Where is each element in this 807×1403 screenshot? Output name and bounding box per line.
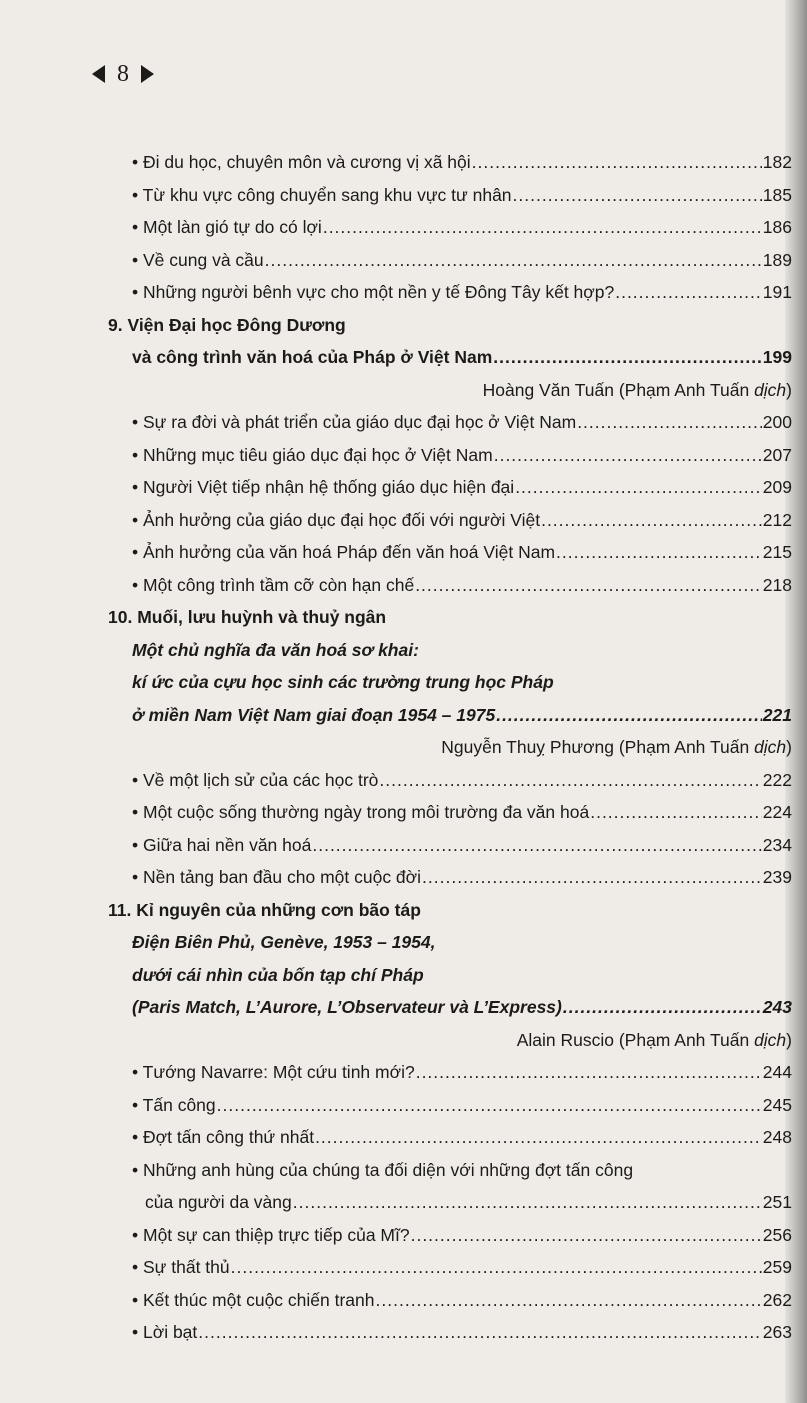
entry-page-number: 224 bbox=[762, 802, 792, 822]
toc-section-entry bbox=[108, 536, 792, 569]
toc-chapter-heading bbox=[108, 309, 792, 342]
entry-title: • Nền tảng ban đầu cho một cuộc đời bbox=[132, 867, 422, 887]
author-name: Alain Ruscio (Phạm Anh Tuấn bbox=[516, 1029, 755, 1050]
entry-page-number: 218 bbox=[762, 574, 792, 595]
entry-title: • Một làn gió tự do có lợi bbox=[132, 217, 322, 237]
toc-section-entry bbox=[108, 244, 792, 277]
entry-page-number: 234 bbox=[762, 834, 792, 855]
dot-leader bbox=[515, 471, 762, 504]
author-name: Hoàng Văn Tuấn (Phạm Anh Tuấn bbox=[482, 379, 755, 400]
entry-page-number: 244 bbox=[762, 1062, 792, 1082]
entry-page-number: 207 bbox=[762, 444, 792, 465]
toc-section-entry bbox=[108, 1121, 792, 1154]
dot-leader bbox=[472, 146, 762, 179]
triangle-left-icon bbox=[92, 65, 105, 83]
entry-page-number: 186 bbox=[762, 217, 792, 237]
entry-title: và công trình văn hoá của Pháp ở Việt Nam bbox=[132, 347, 493, 367]
author-name: Nguyễn Thuỵ Phương (Phạm Anh Tuấn bbox=[441, 737, 755, 757]
entry-title: • Đợt tấn công thứ nhất bbox=[132, 1127, 315, 1147]
dot-leader bbox=[513, 179, 762, 212]
entry-page-number: 215 bbox=[762, 542, 792, 562]
toc-section-entry bbox=[108, 276, 792, 309]
dot-leader bbox=[217, 1089, 762, 1122]
translator-role: dịch bbox=[754, 379, 787, 400]
toc-chapter-subtitle bbox=[108, 666, 792, 699]
entry-title: • Những người bênh vực cho một nền y tế Đông Tây kết hợp? bbox=[132, 282, 615, 302]
toc-chapter-subtitle bbox=[108, 699, 792, 732]
entry-title: • Từ khu vực công chuyển sang khu vực tư nhân bbox=[132, 184, 512, 205]
dot-leader bbox=[312, 829, 761, 862]
entry-title: • Lời bạt bbox=[132, 1322, 198, 1342]
entry-page-number: 256 bbox=[762, 1224, 792, 1245]
entry-page-number: 209 bbox=[762, 477, 792, 497]
entry-page-number: 199 bbox=[762, 347, 792, 367]
dot-leader bbox=[556, 536, 762, 569]
entry-title: • Những anh hùng của chúng ta đối diện với những đợt tấn công bbox=[132, 1159, 634, 1180]
entry-title: • Tấn công bbox=[132, 1094, 216, 1115]
dot-leader bbox=[577, 406, 762, 439]
toc-section-entry bbox=[108, 146, 792, 179]
dot-leader bbox=[494, 439, 762, 472]
entry-title: • Những mục tiêu giáo dục đại học ở Việt Nam bbox=[132, 444, 493, 465]
dot-leader bbox=[379, 764, 761, 797]
toc-section-entry bbox=[108, 1219, 792, 1252]
entry-title: của người da vàng bbox=[145, 1192, 292, 1212]
toc-section-entry bbox=[108, 211, 792, 244]
toc-chapter-subtitle bbox=[108, 634, 792, 667]
dot-leader bbox=[293, 1186, 762, 1219]
entry-title: Điện Biên Phủ, Genève, 1953 – 1954, bbox=[132, 932, 436, 952]
dot-leader bbox=[493, 341, 762, 374]
entry-page-number: 189 bbox=[762, 249, 792, 270]
toc-chapter-heading bbox=[108, 341, 792, 374]
toc-section-entry bbox=[108, 439, 792, 472]
toc-section-entry bbox=[108, 406, 792, 439]
toc-section-entry bbox=[108, 861, 792, 894]
dot-leader bbox=[541, 504, 762, 537]
toc-section-entry bbox=[108, 569, 792, 602]
entry-title: • Tướng Navarre: Một cứu tinh mới? bbox=[132, 1062, 415, 1082]
entry-page-number: 259 bbox=[762, 1257, 792, 1277]
entry-page-number: 200 bbox=[762, 412, 792, 432]
table-of-contents bbox=[108, 146, 792, 1349]
toc-section-entry bbox=[108, 471, 792, 504]
dot-leader bbox=[422, 861, 762, 894]
dot-leader bbox=[496, 699, 762, 732]
triangle-right-icon bbox=[141, 65, 154, 83]
toc-chapter-subtitle bbox=[108, 926, 792, 959]
dot-leader bbox=[198, 1316, 762, 1349]
entry-page-number: 182 bbox=[762, 152, 792, 172]
dot-leader bbox=[615, 276, 762, 309]
entry-title: • Một cuộc sống thường ngày trong môi trường đa văn hoá bbox=[132, 802, 590, 822]
entry-page-number: 212 bbox=[762, 509, 792, 530]
entry-title: 10. Muối, lưu huỳnh và thuỷ ngân bbox=[108, 607, 387, 627]
dot-leader bbox=[231, 1251, 762, 1284]
dot-leader bbox=[411, 1219, 762, 1252]
dot-leader bbox=[265, 244, 762, 277]
dot-leader bbox=[416, 1056, 762, 1089]
entry-page-number: 248 bbox=[762, 1127, 792, 1147]
translator-role: dịch bbox=[754, 1029, 787, 1050]
entry-title: • Về cung và cầu bbox=[132, 249, 264, 270]
toc-chapter-heading bbox=[108, 894, 792, 927]
dot-leader bbox=[315, 1121, 762, 1154]
toc-section-entry bbox=[108, 829, 792, 862]
entry-title: • Đi du học, chuyên môn và cương vị xã hội bbox=[132, 152, 471, 172]
entry-page-number: 263 bbox=[762, 1322, 792, 1342]
entry-title: • Sự thất thủ bbox=[132, 1257, 230, 1277]
entry-title: • Một sự can thiệp trực tiếp của Mĩ? bbox=[132, 1224, 410, 1245]
entry-page-number: 185 bbox=[762, 184, 792, 205]
entry-title: 11. Kỉ nguyên của những cơn bão táp bbox=[108, 899, 421, 920]
dot-leader bbox=[415, 569, 762, 602]
page-header bbox=[92, 56, 154, 92]
entry-title: • Sự ra đời và phát triển của giáo dục đại học ở Việt Nam bbox=[132, 412, 577, 432]
entry-title: dưới cái nhìn của bốn tạp chí Pháp bbox=[132, 964, 424, 985]
toc-author-line bbox=[108, 731, 792, 764]
entry-page-number: 262 bbox=[762, 1289, 792, 1310]
toc-section-continuation bbox=[108, 1186, 792, 1219]
entry-title: kí ức của cựu học sinh các trường trung học Pháp bbox=[132, 672, 554, 692]
toc-section-entry bbox=[108, 179, 792, 212]
toc-chapter-subtitle bbox=[108, 991, 792, 1024]
entry-title: • Ảnh hưởng của văn hoá Pháp đến văn hoá Việt Nam bbox=[132, 542, 556, 562]
page-number: 8 bbox=[117, 60, 129, 87]
entry-page-number: 251 bbox=[762, 1192, 792, 1212]
close-paren: ) bbox=[786, 1029, 792, 1050]
entry-page-number: 221 bbox=[762, 704, 792, 725]
entry-page-number: 191 bbox=[762, 282, 792, 302]
entry-page-number: 243 bbox=[762, 997, 792, 1017]
close-paren: ) bbox=[786, 379, 792, 400]
entry-title: • Ảnh hưởng của giáo dục đại học đối với người Việt bbox=[132, 509, 541, 530]
entry-page-number: 245 bbox=[762, 1094, 792, 1115]
entry-page-number: 239 bbox=[762, 867, 792, 887]
toc-author-line bbox=[108, 1024, 792, 1057]
entry-title: (Paris Match, L’Aurore, L’Observateur và L’Express) bbox=[132, 997, 562, 1017]
entry-title: • Về một lịch sử của các học trò bbox=[132, 769, 379, 790]
dot-leader bbox=[376, 1284, 762, 1317]
toc-section-entry bbox=[108, 504, 792, 537]
close-paren: ) bbox=[786, 737, 792, 757]
entry-title: • Kết thúc một cuộc chiến tranh bbox=[132, 1289, 375, 1310]
entry-title: ở miền Nam Việt Nam giai đoạn 1954 – 1975 bbox=[132, 704, 496, 725]
entry-title: Một chủ nghĩa đa văn hoá sơ khai: bbox=[132, 639, 419, 660]
toc-section-entry bbox=[108, 1284, 792, 1317]
entry-title: • Một công trình tầm cỡ còn hạn chế bbox=[132, 574, 415, 595]
toc-chapter-subtitle bbox=[108, 959, 792, 992]
entry-title: 9. Viện Đại học Đông Dương bbox=[108, 314, 346, 335]
toc-chapter-heading bbox=[108, 601, 792, 634]
entry-title: • Giữa hai nền văn hoá bbox=[132, 834, 312, 855]
toc-author-line bbox=[108, 374, 792, 407]
toc-section-entry bbox=[108, 1089, 792, 1122]
toc-section-entry bbox=[108, 1154, 792, 1187]
toc-section-entry bbox=[108, 1056, 792, 1089]
dot-leader bbox=[563, 991, 762, 1024]
translator-role: dịch bbox=[754, 737, 787, 757]
toc-section-entry bbox=[108, 796, 792, 829]
toc-section-entry bbox=[108, 1316, 792, 1349]
toc-section-entry bbox=[108, 764, 792, 797]
toc-section-entry bbox=[108, 1251, 792, 1284]
dot-leader bbox=[323, 211, 762, 244]
entry-page-number: 222 bbox=[762, 769, 792, 790]
entry-title: • Người Việt tiếp nhận hệ thống giáo dục hiện đại bbox=[132, 477, 515, 497]
dot-leader bbox=[590, 796, 762, 829]
